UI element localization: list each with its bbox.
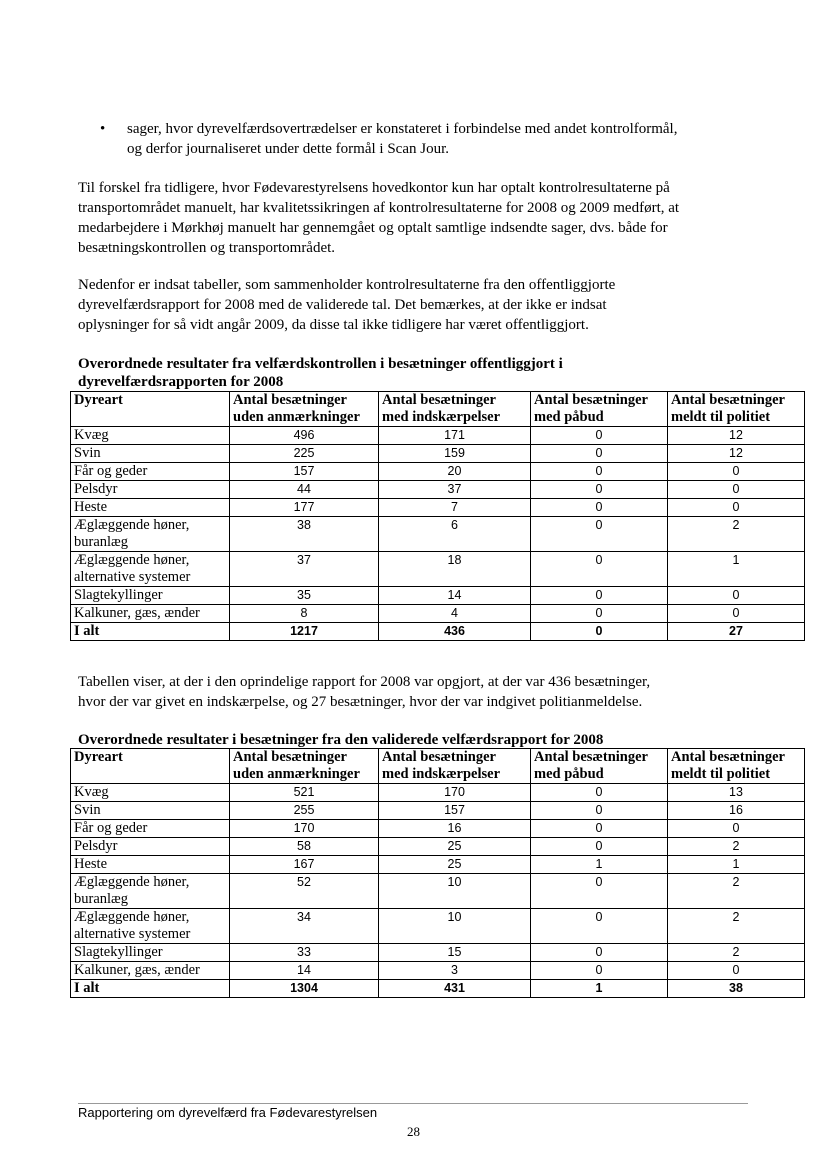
table-cell: 25	[379, 838, 531, 856]
table-cell: 0	[668, 962, 805, 980]
table-cell: 0	[531, 962, 668, 980]
column-header-line	[74, 766, 226, 783]
table-row	[71, 909, 805, 944]
column-header	[668, 392, 805, 427]
table-cell: 521	[230, 784, 379, 802]
row-label-line: Heste	[74, 499, 108, 515]
table-cell: 52	[230, 874, 379, 909]
column-header-line: uden anmærkninger	[233, 409, 360, 425]
row-label-line: Æglæggende høner,	[74, 874, 190, 890]
table-row	[71, 820, 805, 838]
table-row	[71, 463, 805, 481]
table-cell: 18	[379, 552, 531, 587]
row-label	[71, 838, 230, 856]
row-label	[71, 909, 230, 944]
table-row	[71, 552, 805, 587]
table-cell: 10	[379, 874, 531, 909]
paragraph-table-summary	[78, 672, 758, 712]
table-cell: 12	[668, 427, 805, 445]
column-header-line: uden anmærkninger	[233, 766, 360, 782]
table-row	[71, 481, 805, 499]
table-cell: 2	[668, 838, 805, 856]
table-cell: 159	[379, 445, 531, 463]
row-label	[71, 517, 230, 552]
table-row	[71, 445, 805, 463]
row-label-line: Pelsdyr	[74, 481, 118, 497]
row-label	[71, 463, 230, 481]
row-label	[71, 856, 230, 874]
column-header-line: med påbud	[534, 766, 604, 782]
row-label-line: buranlæg	[74, 534, 128, 550]
row-label-line: Kalkuner, gæs, ænder	[74, 962, 200, 978]
table-cell: 38	[230, 517, 379, 552]
column-header-line: Antal besætninger	[534, 749, 648, 765]
row-label-line: Kvæg	[74, 784, 109, 800]
table-cell: 2	[668, 517, 805, 552]
table-row	[71, 856, 805, 874]
table-cell: 171	[379, 427, 531, 445]
row-label	[71, 552, 230, 587]
column-header-line: Antal besætninger	[382, 392, 496, 408]
table-cell: 0	[668, 499, 805, 517]
total-cell: 436	[379, 623, 531, 641]
row-label-line: Heste	[74, 856, 108, 872]
table-cell: 0	[531, 838, 668, 856]
table-cell: 170	[379, 784, 531, 802]
row-label-line: Svin	[74, 802, 101, 818]
row-label	[71, 499, 230, 517]
table-row	[71, 802, 805, 820]
row-label	[71, 784, 230, 802]
table-cell: 157	[230, 463, 379, 481]
table-row	[71, 784, 805, 802]
column-header	[230, 392, 379, 427]
column-header	[230, 749, 379, 784]
page-number: 28	[407, 1124, 420, 1139]
table-cell: 0	[531, 445, 668, 463]
paragraph-line: medarbejdere i Mørkhøj manuelt har gennemgået og optalt samtlige indsendte sager, dvs. både for	[78, 220, 668, 236]
total-row	[71, 623, 805, 641]
total-label: I alt	[71, 980, 230, 998]
column-header-line: Antal besætninger	[233, 749, 347, 765]
bullet-icon: •	[100, 121, 106, 137]
column-header-line: meldt til politiet	[671, 409, 771, 425]
table-cell: 170	[230, 820, 379, 838]
table-cell: 34	[230, 909, 379, 944]
row-label-line: Æglæggende høner,	[74, 909, 190, 925]
column-header-line: Antal besætninger	[382, 749, 496, 765]
paragraph-line: Tabellen viser, at der i den oprindelige rapport for 2008 var opgjort, at der var 436 besætninger,	[78, 674, 651, 690]
row-label-line: alternative systemer	[74, 569, 191, 585]
paragraph-tables-intro	[78, 275, 758, 335]
footer-text: Rapportering om dyrevelfærd fra Fødevarestyrelsen	[78, 1105, 378, 1120]
row-label	[71, 944, 230, 962]
table-cell: 14	[230, 962, 379, 980]
table-cell: 0	[531, 552, 668, 587]
paragraph-line: besætningskontrollen og transportområdet.	[78, 240, 336, 256]
table-cell: 8	[230, 605, 379, 623]
table-cell: 12	[668, 445, 805, 463]
table-cell: 16	[379, 820, 531, 838]
table-cell: 14	[379, 587, 531, 605]
bullet-item	[100, 119, 750, 159]
table-cell: 0	[531, 909, 668, 944]
table1-title-line: Overordnede resultater fra velfærdskontrollen i besætninger offentliggjort i	[78, 356, 563, 372]
table-cell: 0	[531, 587, 668, 605]
paragraph-line: Til forskel fra tidligere, hvor Fødevarestyrelsens hovedkontor kun har optalt kontrolresultaterne på	[78, 180, 670, 196]
table-cell: 15	[379, 944, 531, 962]
column-header	[71, 749, 230, 784]
table-cell: 0	[668, 481, 805, 499]
row-label-line: Pelsdyr	[74, 838, 118, 854]
column-header-line: med påbud	[534, 409, 604, 425]
total-label: I alt	[71, 623, 230, 641]
total-cell: 431	[379, 980, 531, 998]
table-cell: 13	[668, 784, 805, 802]
row-label	[71, 802, 230, 820]
table-cell: 0	[668, 587, 805, 605]
column-header-line: Antal besætninger	[534, 392, 648, 408]
table-cell: 0	[531, 481, 668, 499]
table-cell: 1	[668, 856, 805, 874]
row-label-line: Æglæggende høner,	[74, 552, 190, 568]
row-label-line: Får og geder	[74, 463, 148, 479]
paragraph-line: Nedenfor er indsat tabeller, som sammenholder kontrolresultaterne fra den offentliggjorte	[78, 277, 616, 293]
total-cell: 1304	[230, 980, 379, 998]
table-cell: 2	[668, 874, 805, 909]
table-cell: 225	[230, 445, 379, 463]
table-cell: 2	[668, 944, 805, 962]
column-header-line	[74, 409, 226, 426]
table-cell: 0	[668, 605, 805, 623]
table-cell: 0	[531, 463, 668, 481]
table-cell: 0	[531, 802, 668, 820]
table-cell: 37	[230, 552, 379, 587]
column-header	[379, 749, 531, 784]
paragraph-line: hvor der var givet en indskærpelse, og 27 besætninger, hvor der var indgivet politianmeldelse.	[78, 694, 643, 710]
paragraph-line: dyrevelfærdsrapport for 2008 med de validerede tal. Det bemærkes, at der ikke er indsat	[78, 297, 607, 313]
row-label-line: Får og geder	[74, 820, 148, 836]
total-cell: 38	[668, 980, 805, 998]
row-label	[71, 874, 230, 909]
footer-divider	[78, 1103, 748, 1104]
table-header-row	[71, 392, 805, 427]
total-row	[71, 980, 805, 998]
row-label-line: Slagtekyllinger	[74, 944, 163, 960]
row-label-line: buranlæg	[74, 891, 128, 907]
table-cell: 6	[379, 517, 531, 552]
bullet-line: og derfor journaliseret under dette formål i Scan Jour.	[127, 141, 449, 157]
column-header-line: Dyreart	[74, 392, 123, 408]
table-cell: 37	[379, 481, 531, 499]
table-row	[71, 962, 805, 980]
column-header-line: Antal besætninger	[233, 392, 347, 408]
paragraph-line: transportområdet manuelt, har kvalitetssikringen af kontrolresultaterne for 2008 og 2009 medført, at	[78, 200, 680, 216]
table2-title	[78, 731, 778, 749]
table-cell: 33	[230, 944, 379, 962]
table-row	[71, 874, 805, 909]
row-label-line: alternative systemer	[74, 926, 191, 942]
row-label	[71, 820, 230, 838]
table-row	[71, 605, 805, 623]
table-row	[71, 587, 805, 605]
table2-title-line: Overordnede resultater i besætninger fra den validerede velfærdsrapport for 2008	[78, 732, 604, 748]
column-header	[71, 392, 230, 427]
table-cell: 20	[379, 463, 531, 481]
paragraph-line: oplysninger for så vidt angår 2009, da disse tal ikke tidligere har været offentliggjort.	[78, 317, 589, 333]
table-row	[71, 427, 805, 445]
column-header-line: med indskærpelser	[382, 766, 501, 782]
row-label-line: Kalkuner, gæs, ænder	[74, 605, 200, 621]
column-header-line: Antal besætninger	[671, 392, 785, 408]
table-cell: 10	[379, 909, 531, 944]
table-cell: 0	[531, 427, 668, 445]
table-cell: 0	[531, 499, 668, 517]
table-cell: 44	[230, 481, 379, 499]
table2-validated-results	[70, 748, 805, 998]
row-label	[71, 587, 230, 605]
table-cell: 4	[379, 605, 531, 623]
table-cell: 0	[668, 463, 805, 481]
table-cell: 0	[531, 605, 668, 623]
row-label-line: Slagtekyllinger	[74, 587, 163, 603]
row-label	[71, 962, 230, 980]
bullet-line: sager, hvor dyrevelfærdsovertrædelser er konstateret i forbindelse med andet kontrolformål,	[127, 121, 678, 137]
column-header-line: Dyreart	[74, 749, 123, 765]
total-cell: 1217	[230, 623, 379, 641]
table-cell: 16	[668, 802, 805, 820]
column-header	[379, 392, 531, 427]
column-header	[531, 392, 668, 427]
table-cell: 1	[531, 856, 668, 874]
table-row	[71, 838, 805, 856]
table1-published-results	[70, 391, 805, 641]
table-row	[71, 944, 805, 962]
row-label	[71, 445, 230, 463]
column-header	[668, 749, 805, 784]
table-header-row	[71, 749, 805, 784]
table-cell: 3	[379, 962, 531, 980]
table-cell: 177	[230, 499, 379, 517]
table-cell: 2	[668, 909, 805, 944]
table-cell: 255	[230, 802, 379, 820]
table-cell: 58	[230, 838, 379, 856]
table1-title-line: dyrevelfærdsrapporten for 2008	[78, 374, 284, 390]
table-cell: 1	[668, 552, 805, 587]
table-cell: 0	[531, 944, 668, 962]
column-header	[531, 749, 668, 784]
total-cell: 1	[531, 980, 668, 998]
table-cell: 0	[531, 874, 668, 909]
total-cell: 27	[668, 623, 805, 641]
row-label-line: Kvæg	[74, 427, 109, 443]
table-cell: 0	[531, 517, 668, 552]
column-header-line: meldt til politiet	[671, 766, 771, 782]
table-cell: 0	[668, 820, 805, 838]
bullet-text	[127, 119, 750, 159]
row-label-line: Æglæggende høner,	[74, 517, 190, 533]
row-label-line: Svin	[74, 445, 101, 461]
table-cell: 0	[531, 820, 668, 838]
table-cell: 157	[379, 802, 531, 820]
table-cell: 0	[531, 784, 668, 802]
table-cell: 167	[230, 856, 379, 874]
row-label	[71, 481, 230, 499]
table-cell: 496	[230, 427, 379, 445]
table-cell: 7	[379, 499, 531, 517]
table-row	[71, 517, 805, 552]
paragraph-quality-assurance	[78, 178, 758, 258]
table1-title	[78, 355, 778, 391]
total-cell: 0	[531, 623, 668, 641]
column-header-line: Antal besætninger	[671, 749, 785, 765]
table-row	[71, 499, 805, 517]
table-cell: 25	[379, 856, 531, 874]
column-header-line: med indskærpelser	[382, 409, 501, 425]
table-cell: 35	[230, 587, 379, 605]
row-label	[71, 605, 230, 623]
row-label	[71, 427, 230, 445]
